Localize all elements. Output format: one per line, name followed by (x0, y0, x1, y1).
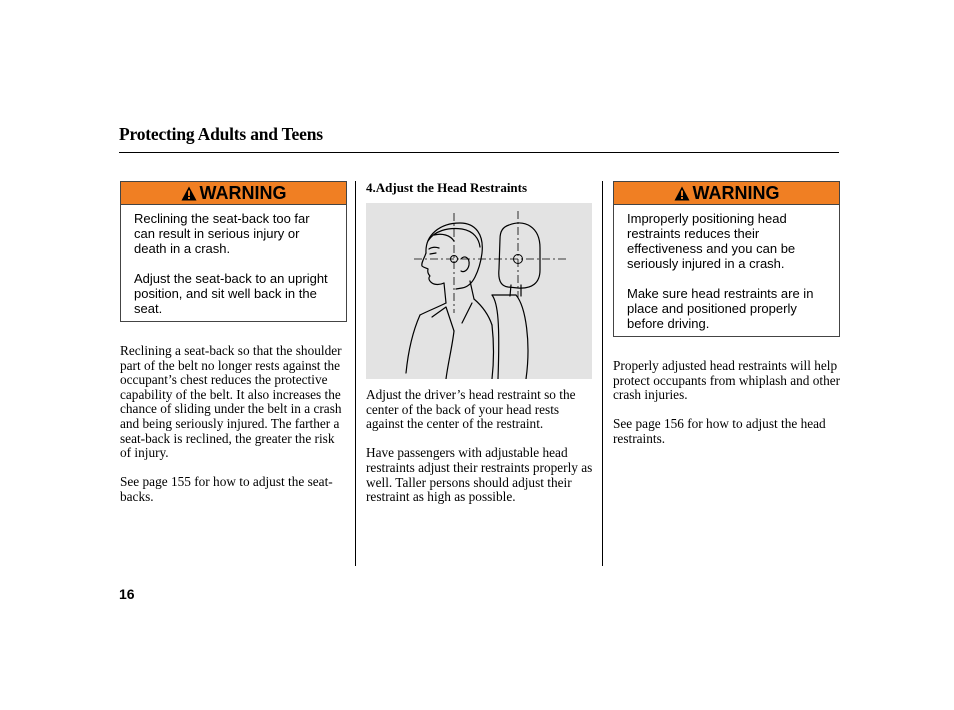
right-warning-header (614, 182, 839, 205)
left-body-text (120, 344, 345, 505)
warning-triangle-icon (674, 186, 690, 201)
right-paragraph: Properly adjusted head restraints will help protect occupants from whiplash and other crash injuries. (613, 358, 841, 403)
left-warning-header (121, 182, 346, 205)
left-paragraph: See page 155 for how to adjust the seat-backs. (120, 474, 333, 504)
right-paragraph: See page 156 for how to adjust the head restraints. (613, 416, 826, 446)
left-paragraph: Reclining a seat-back so that the shoulder part of the belt no longer rests against the occupant’s chest reduces the protective capability of the belt. It also increases the chance of sliding under the belt in a crash and being seriously injured. The farther a seat-back is reclined, the greater the risk of injury. (120, 343, 342, 461)
middle-body-text (366, 388, 594, 505)
page-number: 16 (119, 586, 135, 602)
middle-paragraph: Have passengers with adjustable head restraints adjust their restraints properly as well. Taller persons should adjust their restraint as high as possible. (366, 445, 593, 505)
column-divider-right (602, 181, 603, 566)
middle-paragraph: Adjust the driver’s head restraint so the center of the back of your head rests against the center of the restraint. (366, 387, 576, 432)
left-warning-paragraph: Reclining the seat-back too far can result in serious injury or death in a crash. (134, 211, 310, 256)
head-restraint-illustration-icon (366, 203, 592, 379)
page-title: Protecting Adults and Teens (119, 124, 323, 144)
head-restraint-illustration (366, 203, 592, 379)
right-warning-text (614, 205, 839, 337)
right-warning-paragraph: Make sure head restraints are in place and positioned properly before driving. (627, 286, 814, 331)
left-warning-text (121, 205, 346, 322)
right-body-text (613, 359, 841, 447)
left-warning-label: WARNING (199, 182, 287, 203)
title-rule (119, 152, 839, 153)
right-warning-paragraph: Improperly positioning head restraints reduces their effectiveness and you can be seriously injured in a crash. (627, 211, 796, 271)
left-warning-paragraph: Adjust the seat-back to an upright position, and sit well back in the seat. (134, 271, 328, 316)
warning-triangle-icon (181, 186, 197, 201)
column-divider-left (355, 181, 356, 566)
right-warning-label: WARNING (692, 182, 780, 203)
section-heading: 4.Adjust the Head Restraints (366, 180, 528, 195)
left-warning-box (120, 181, 347, 322)
right-warning-box (613, 181, 840, 337)
